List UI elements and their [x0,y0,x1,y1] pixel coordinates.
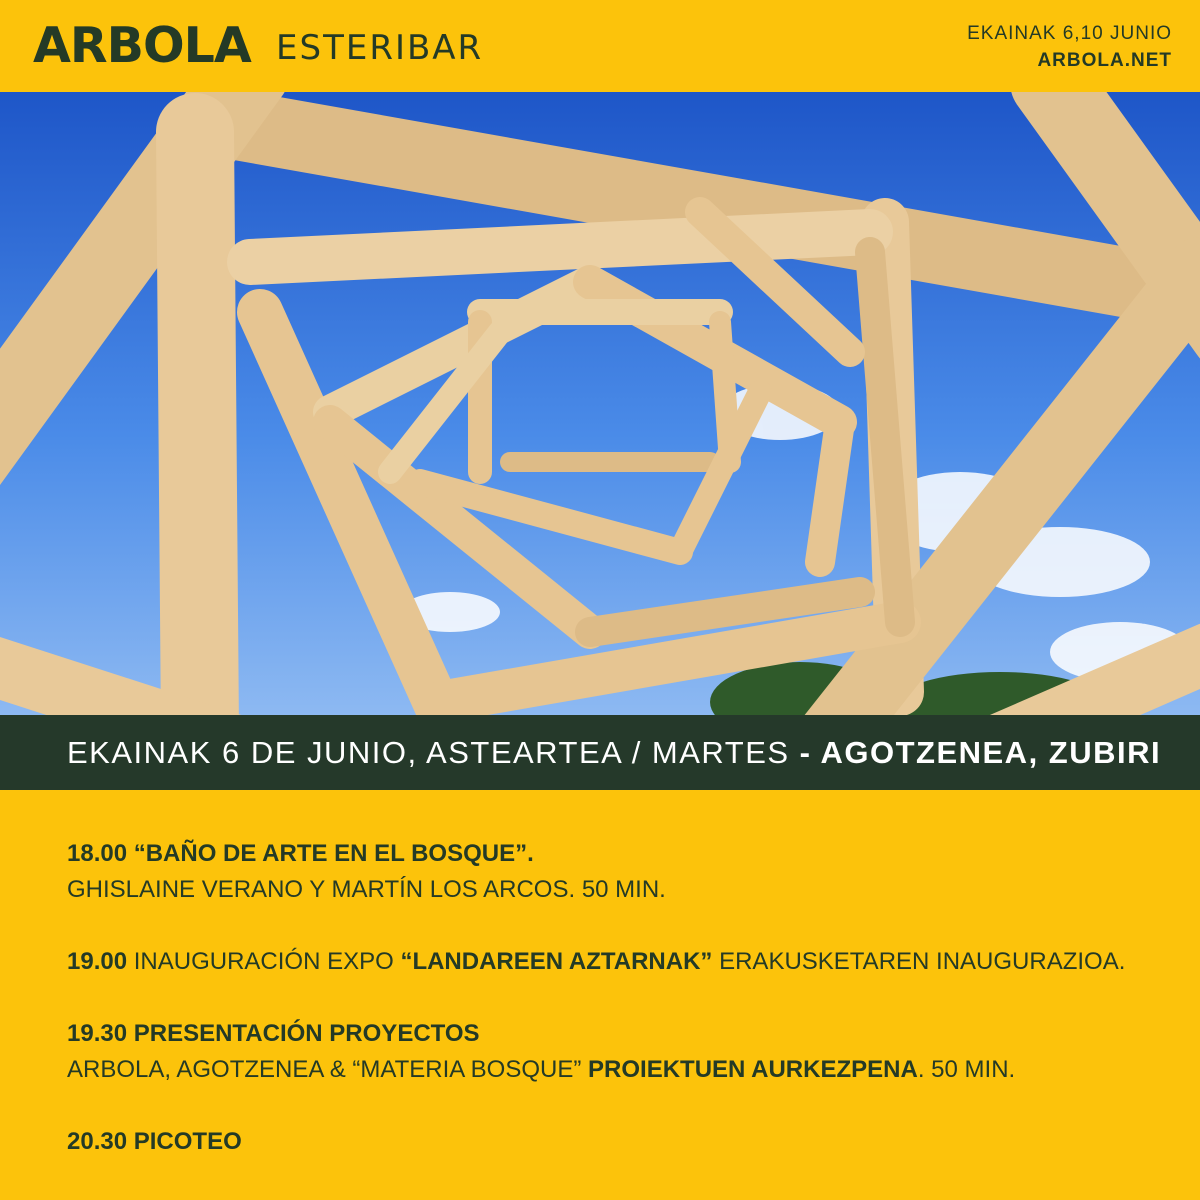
program-item [67,944,1177,980]
program-item-text: INAUGURACIÓN EXPO [127,948,401,975]
program-item-time: 19.00 [67,948,128,975]
program-item-text: . 50 MIN. [917,1056,1016,1083]
photo-illustration [0,92,1200,715]
program-item [67,1016,1177,1088]
program-item [67,836,1177,908]
program-item-title: 20.30 PICOTEO [67,1128,242,1155]
program-item-text: ARBOLA, AGOTZENEA & “MATERIA BOSQUE” [67,1056,589,1083]
date-location-banner [0,715,1200,790]
wooden-structure-photo [0,92,1200,715]
brand-subtitle: ESTERIBAR [276,28,484,68]
banner-text [67,734,1161,772]
banner-date: EKAINAK 6 DE JUNIO, ASTEARTEA / MARTES [67,735,790,770]
banner-location: AGOTZENEA, ZUBIRI [820,735,1162,770]
website-link[interactable]: ARBOLA.NET [1037,50,1172,71]
program-item-detail [67,1052,1177,1088]
program-item-bold-text: PROIEKTUEN AURKEZPENA [588,1056,918,1083]
event-dates: EKAINAK 6,10 JUNIO [967,23,1172,44]
program-list [67,836,1177,1160]
program-item-detail: GHISLAINE VERANO Y MARTÍN LOS ARCOS. 50 MIN. [67,876,666,903]
program-item-title [67,944,1177,980]
banner-separator: - [789,735,821,770]
brand-logo: ARBOLA [33,17,251,74]
program-item-text: ERAKUSKETAREN INAUGURAZIOA. [712,948,1126,975]
header [0,0,1200,92]
program-item [67,1124,1177,1160]
program-item-title: 19.30 PRESENTACIÓN PROYECTOS [67,1020,480,1047]
program-item-expo-title: “LANDAREEN AZTARNAK” [400,948,713,975]
program-item-title: 18.00 “BAÑO DE ARTE EN EL BOSQUE”. [67,840,534,867]
